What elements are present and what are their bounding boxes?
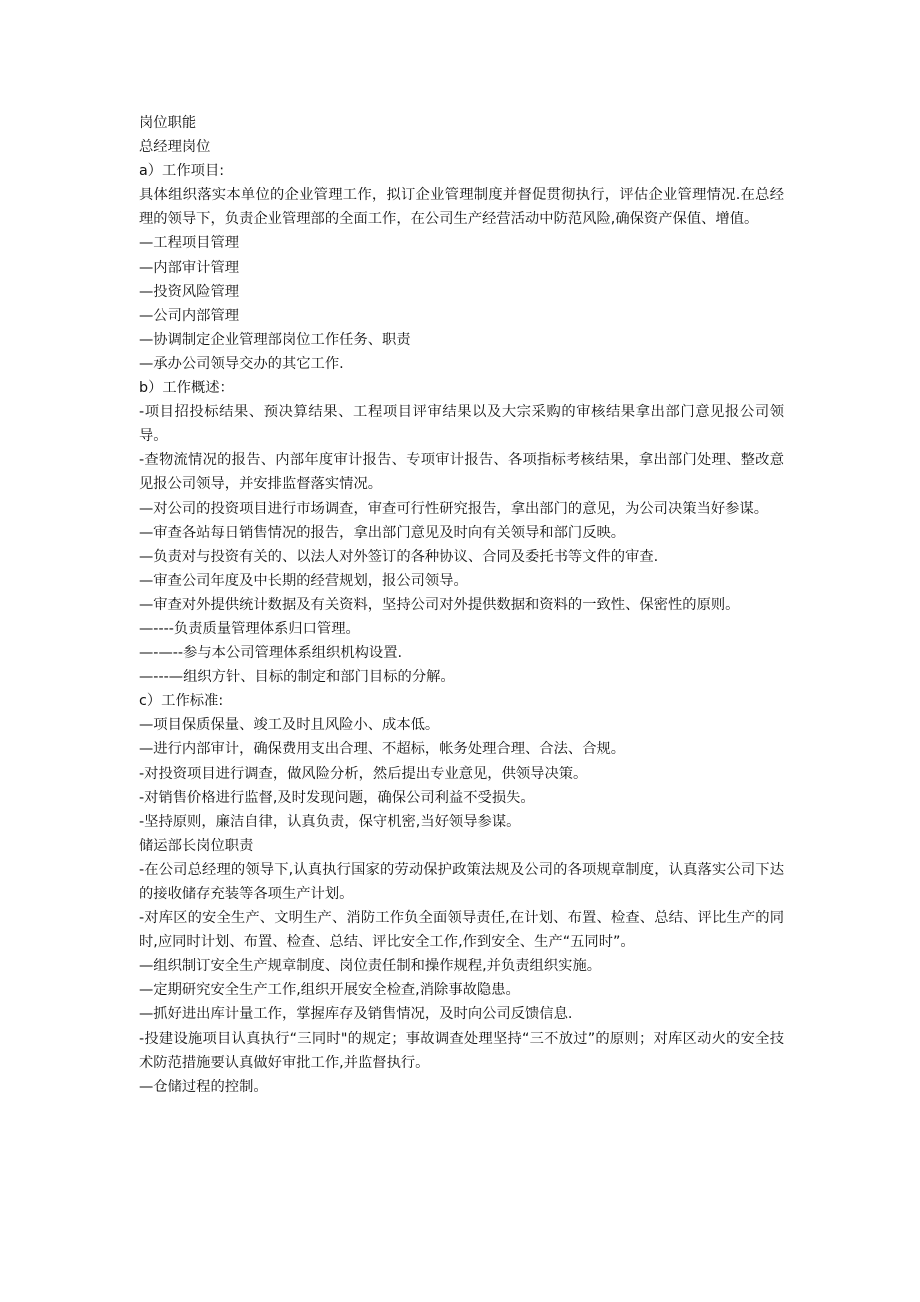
list-item: —项目保质保量、竣工及时且风险小、成本低。 [139,717,440,734]
document-page [139,111,784,1099]
list-item: —审查对外提供统计数据及有关资料，坚持公司对外提供数据和资料的一致性、保密性的原则。 [139,596,740,613]
list-item: -坚持原则，廉洁自律，认真负责，保守机密,当好领导参谋。 [139,813,521,830]
list-item: —内部审计管理 [139,259,240,276]
list-item: -项目招投标结果、预决算结果、工程项目评审结果以及大宗采购的审核结果拿出部门意见报公司领导。 [139,404,784,445]
gm-section-title: 总经理岗位 [139,139,211,156]
list-item: —负责对与投资有关的、以法人对外签订的各种协议、合同及委托书等文件的审查. [139,548,659,565]
list-item: —审查各站每日销售情况的报告，拿出部门意见及时向有关领导和部门反映。 [139,524,626,541]
list-item: —对公司的投资项目进行市场调查，审查可行性研究报告，拿出部门的意见，为公司决策当好参谋。 [139,500,769,517]
list-item: -查物流情况的报告、内部年度审计报告、专项审计报告、各项指标考核结果，拿出部门处理、整改意见报公司领导，并安排监督落实情况。 [139,452,784,493]
list-item: —审查公司年度及中长期的经营规划，报公司领导。 [139,572,468,589]
list-item: —-—--参与本公司管理体系组织机构设置. [139,645,403,662]
gm-a-heading: a）工作项目: [139,163,225,180]
gm-c-heading: c）工作标准: [139,693,224,710]
gm-a-intro: 具体组织落实本单位的企业管理工作，拟订企业管理制度并督促贯彻执行，评估企业管理情况.在总经理的领导下，负责企业管理部的全面工作，在公司生产经营活动中防范风险,确保资产保值、增值。 [139,187,784,228]
list-item: -投建设施项目认真执行“三同时"的规定；事故调查处理坚持“三不放过”的原则；对库区动火的安全技术防范措施要认真做好审批工作,并监督执行。 [139,1030,784,1071]
list-item: —定期研究安全生产工作,组织开展安全检查,消除事故隐患。 [139,982,520,999]
list-item: —协调制定企业管理部岗位工作任务、职责 [139,331,411,348]
list-item: -对库区的安全生产、文明生产、消防工作负全面领导责任,在计划、布置、检查、总结、评比生产的同时,应同时计划、布置、检查、总结、评比安全工作,作到安全、生产“五同时”。 [139,910,784,951]
list-item: —组织制订安全生产规章制度、岗位责任制和操作规程,并负责组织实施。 [139,958,602,975]
list-item: —公司内部管理 [139,307,240,324]
list-item: —投资风险管理 [139,283,240,300]
list-item: —---—组织方针、目标的制定和部门目标的分解。 [139,669,455,686]
list-item: —承办公司领导交办的其它工作. [139,355,344,372]
doc-title: 岗位职能 [139,115,197,131]
list-item: —进行内部审计，确保费用支出合理、不超标，帐务处理合理、合法、合规。 [139,741,626,758]
list-item: —抓好进出库计量工作，掌握库存及销售情况，及时向公司反馈信息. [139,1006,573,1023]
gm-b-heading: b）工作概述： [139,380,234,397]
list-item: —----负责质量管理体系归口管理。 [139,620,360,637]
list-item: -对投资项目进行调查，做风险分析，然后提出专业意见，供领导决策。 [139,765,588,782]
list-item: -在公司总经理的领导下,认真执行国家的劳动保护政策法规及公司的各项规章制度，认真落实公司下达的接收储存充装等各项生产计划。 [139,861,784,902]
list-item: —工程项目管理 [139,235,240,252]
list-item: —仓储过程的控制。 [139,1078,268,1095]
storage-section-title: 储运部长岗位职责 [139,837,254,854]
list-item: -对销售价格进行监督,及时发现问题，确保公司利益不受损失。 [139,789,535,806]
